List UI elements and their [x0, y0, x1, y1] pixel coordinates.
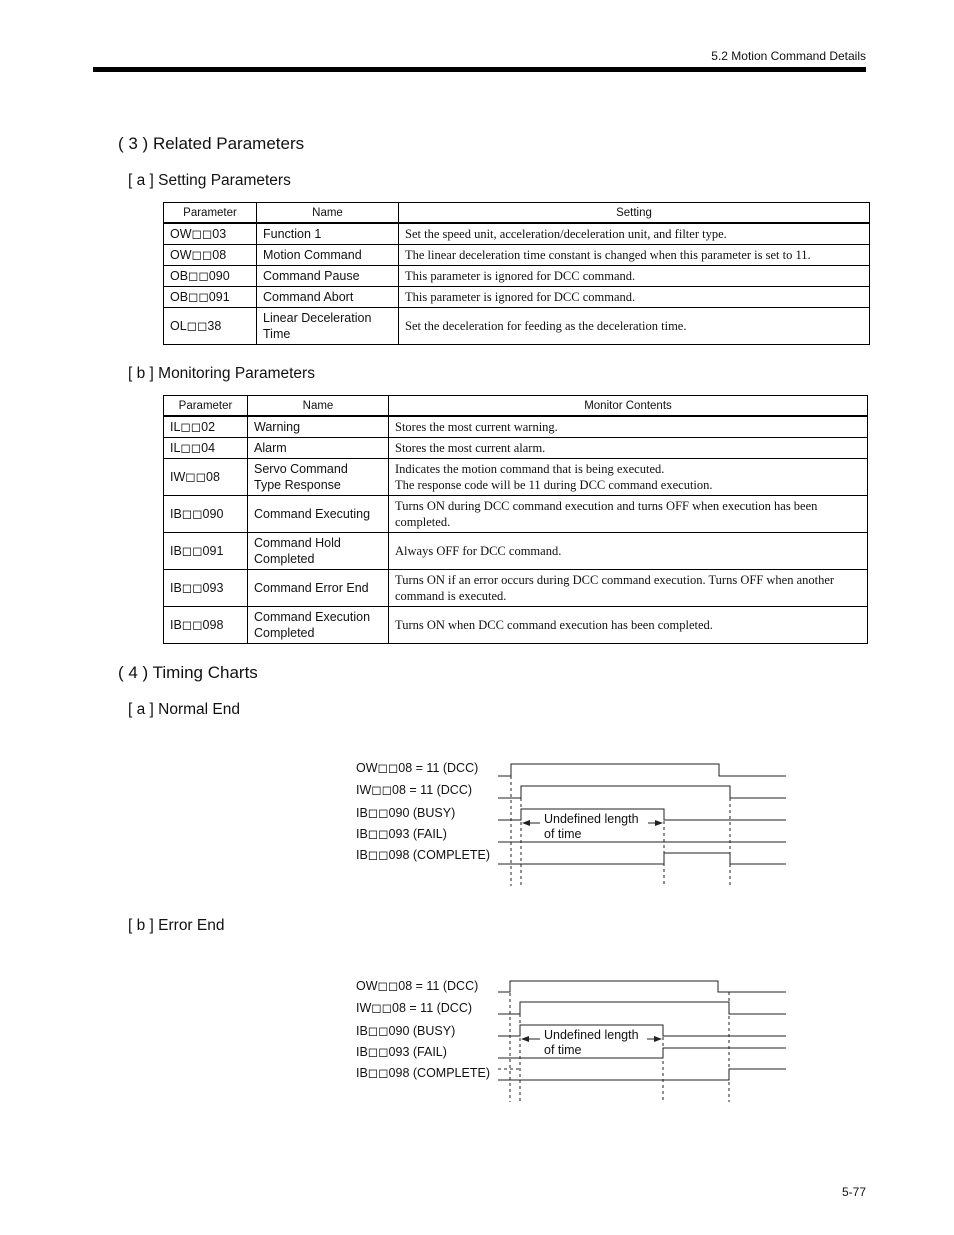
header-rule: [93, 67, 866, 72]
name-cell: Function 1: [257, 223, 399, 244]
contents-cell: Turns ON when DCC command execution has been completed.: [389, 606, 868, 643]
complete-waveform: [498, 1069, 786, 1080]
setting-cell: Set the speed unit, acceleration/deceleration unit, and filter type.: [399, 223, 870, 244]
param-cell: IW◻◻08: [164, 458, 248, 495]
duration-note: of time: [544, 1043, 582, 1057]
table-row: [164, 532, 868, 569]
name-cell: Command Executing: [248, 495, 389, 532]
param-cell: OW◻◻08: [164, 244, 257, 265]
param-cell: IB◻◻090: [164, 495, 248, 532]
contents-cell: Stores the most current alarm.: [389, 437, 868, 458]
table-row: [164, 286, 870, 307]
duration-note: Undefined length: [544, 812, 639, 826]
table-row: [164, 416, 868, 437]
arrow-left-icon: [522, 820, 530, 826]
subsection-title-setting-parameters: [ a ] Setting Parameters: [128, 172, 291, 189]
signal-label: IB◻◻098 (COMPLETE): [356, 1066, 490, 1080]
busy-waveform: [498, 1025, 786, 1036]
table-row: [164, 265, 870, 286]
param-cell: OW◻◻03: [164, 223, 257, 244]
name-cell: Command Pause: [257, 265, 399, 286]
arrow-right-icon: [654, 1036, 662, 1042]
name-cell: Motion Command: [257, 244, 399, 265]
setting-cell: This parameter is ignored for DCC command.: [399, 265, 870, 286]
table-row: [164, 307, 870, 344]
signal-label: OW◻◻08 = 11 (DCC): [356, 979, 479, 993]
error-end-timing-chart: [0, 968, 954, 1113]
signal-label: IW◻◻08 = 11 (DCC): [356, 783, 473, 797]
name-cell: Linear Deceleration Time: [257, 307, 399, 344]
contents-cell: Turns ON if an error occurs during DCC command execution. Turns OFF when another command is executed.: [389, 569, 868, 606]
monitoring-parameters-table: [163, 395, 868, 644]
signal-label: IB◻◻090 (BUSY): [356, 1024, 456, 1038]
table-row: [164, 223, 870, 244]
table-row: [164, 606, 868, 643]
running-header: 5.2 Motion Command Details: [711, 49, 866, 63]
signal-label: IB◻◻093 (FAIL): [356, 827, 447, 841]
table-row: [164, 244, 870, 265]
contents-cell: Indicates the motion command that is being executed. The response code will be 11 during DCC command execution.: [389, 458, 868, 495]
param-cell: IB◻◻093: [164, 569, 248, 606]
col-header-monitor-contents: Monitor Contents: [389, 396, 868, 417]
contents-cell: Always OFF for DCC command.: [389, 532, 868, 569]
param-cell: IL◻◻02: [164, 416, 248, 437]
contents-cell: Stores the most current warning.: [389, 416, 868, 437]
table-row: [164, 437, 868, 458]
ow08-waveform: [498, 981, 786, 992]
name-cell: Command Error End: [248, 569, 389, 606]
param-cell: IB◻◻098: [164, 606, 248, 643]
param-cell: OL◻◻38: [164, 307, 257, 344]
complete-waveform: [498, 853, 786, 864]
busy-waveform: [498, 809, 786, 820]
iw08-waveform: [498, 1002, 786, 1014]
setting-parameters-table: [163, 202, 870, 345]
col-header-name: Name: [257, 203, 399, 224]
duration-note: Undefined length: [544, 1028, 639, 1042]
col-header-setting: Setting: [399, 203, 870, 224]
name-cell: Command Hold Completed: [248, 532, 389, 569]
section-title-timing-charts: ( 4 ) Timing Charts: [118, 663, 258, 682]
setting-cell: Set the deceleration for feeding as the deceleration time.: [399, 307, 870, 344]
section-title-related-parameters: ( 3 ) Related Parameters: [118, 134, 305, 153]
param-cell: IL◻◻04: [164, 437, 248, 458]
normal-end-timing-chart: [0, 750, 954, 895]
arrow-left-icon: [521, 1036, 529, 1042]
setting-cell: The linear deceleration time constant is changed when this parameter is set to 11.: [399, 244, 870, 265]
ow08-waveform: [498, 764, 786, 776]
page-number: 5-77: [841, 1185, 866, 1199]
table-row: [164, 495, 868, 532]
signal-label: IB◻◻098 (COMPLETE): [356, 848, 490, 862]
col-header-name: Name: [248, 396, 389, 417]
arrow-right-icon: [655, 820, 663, 826]
contents-cell: Turns ON during DCC command execution and turns OFF when execution has been completed.: [389, 495, 868, 532]
setting-cell: This parameter is ignored for DCC command.: [399, 286, 870, 307]
col-header-parameter: Parameter: [164, 203, 257, 224]
signal-label: IB◻◻090 (BUSY): [356, 806, 456, 820]
param-cell: OB◻◻091: [164, 286, 257, 307]
table-row: [164, 458, 868, 495]
signal-label: IB◻◻093 (FAIL): [356, 1045, 447, 1059]
name-cell: Servo Command Type Response: [248, 458, 389, 495]
name-cell: Command Execution Completed: [248, 606, 389, 643]
col-header-parameter: Parameter: [164, 396, 248, 417]
signal-label: OW◻◻08 = 11 (DCC): [356, 761, 479, 775]
name-cell: Alarm: [248, 437, 389, 458]
subsection-title-monitoring-parameters: [ b ] Monitoring Parameters: [128, 365, 315, 382]
iw08-waveform: [498, 786, 786, 798]
subsection-title-normal-end: [ a ] Normal End: [128, 701, 240, 718]
name-cell: Warning: [248, 416, 389, 437]
param-cell: OB◻◻090: [164, 265, 257, 286]
subsection-title-error-end: [ b ] Error End: [128, 917, 225, 934]
duration-note: of time: [544, 827, 582, 841]
name-cell: Command Abort: [257, 286, 399, 307]
signal-label: IW◻◻08 = 11 (DCC): [356, 1001, 473, 1015]
table-row: [164, 569, 868, 606]
fail-waveform: [498, 1048, 786, 1058]
param-cell: IB◻◻091: [164, 532, 248, 569]
